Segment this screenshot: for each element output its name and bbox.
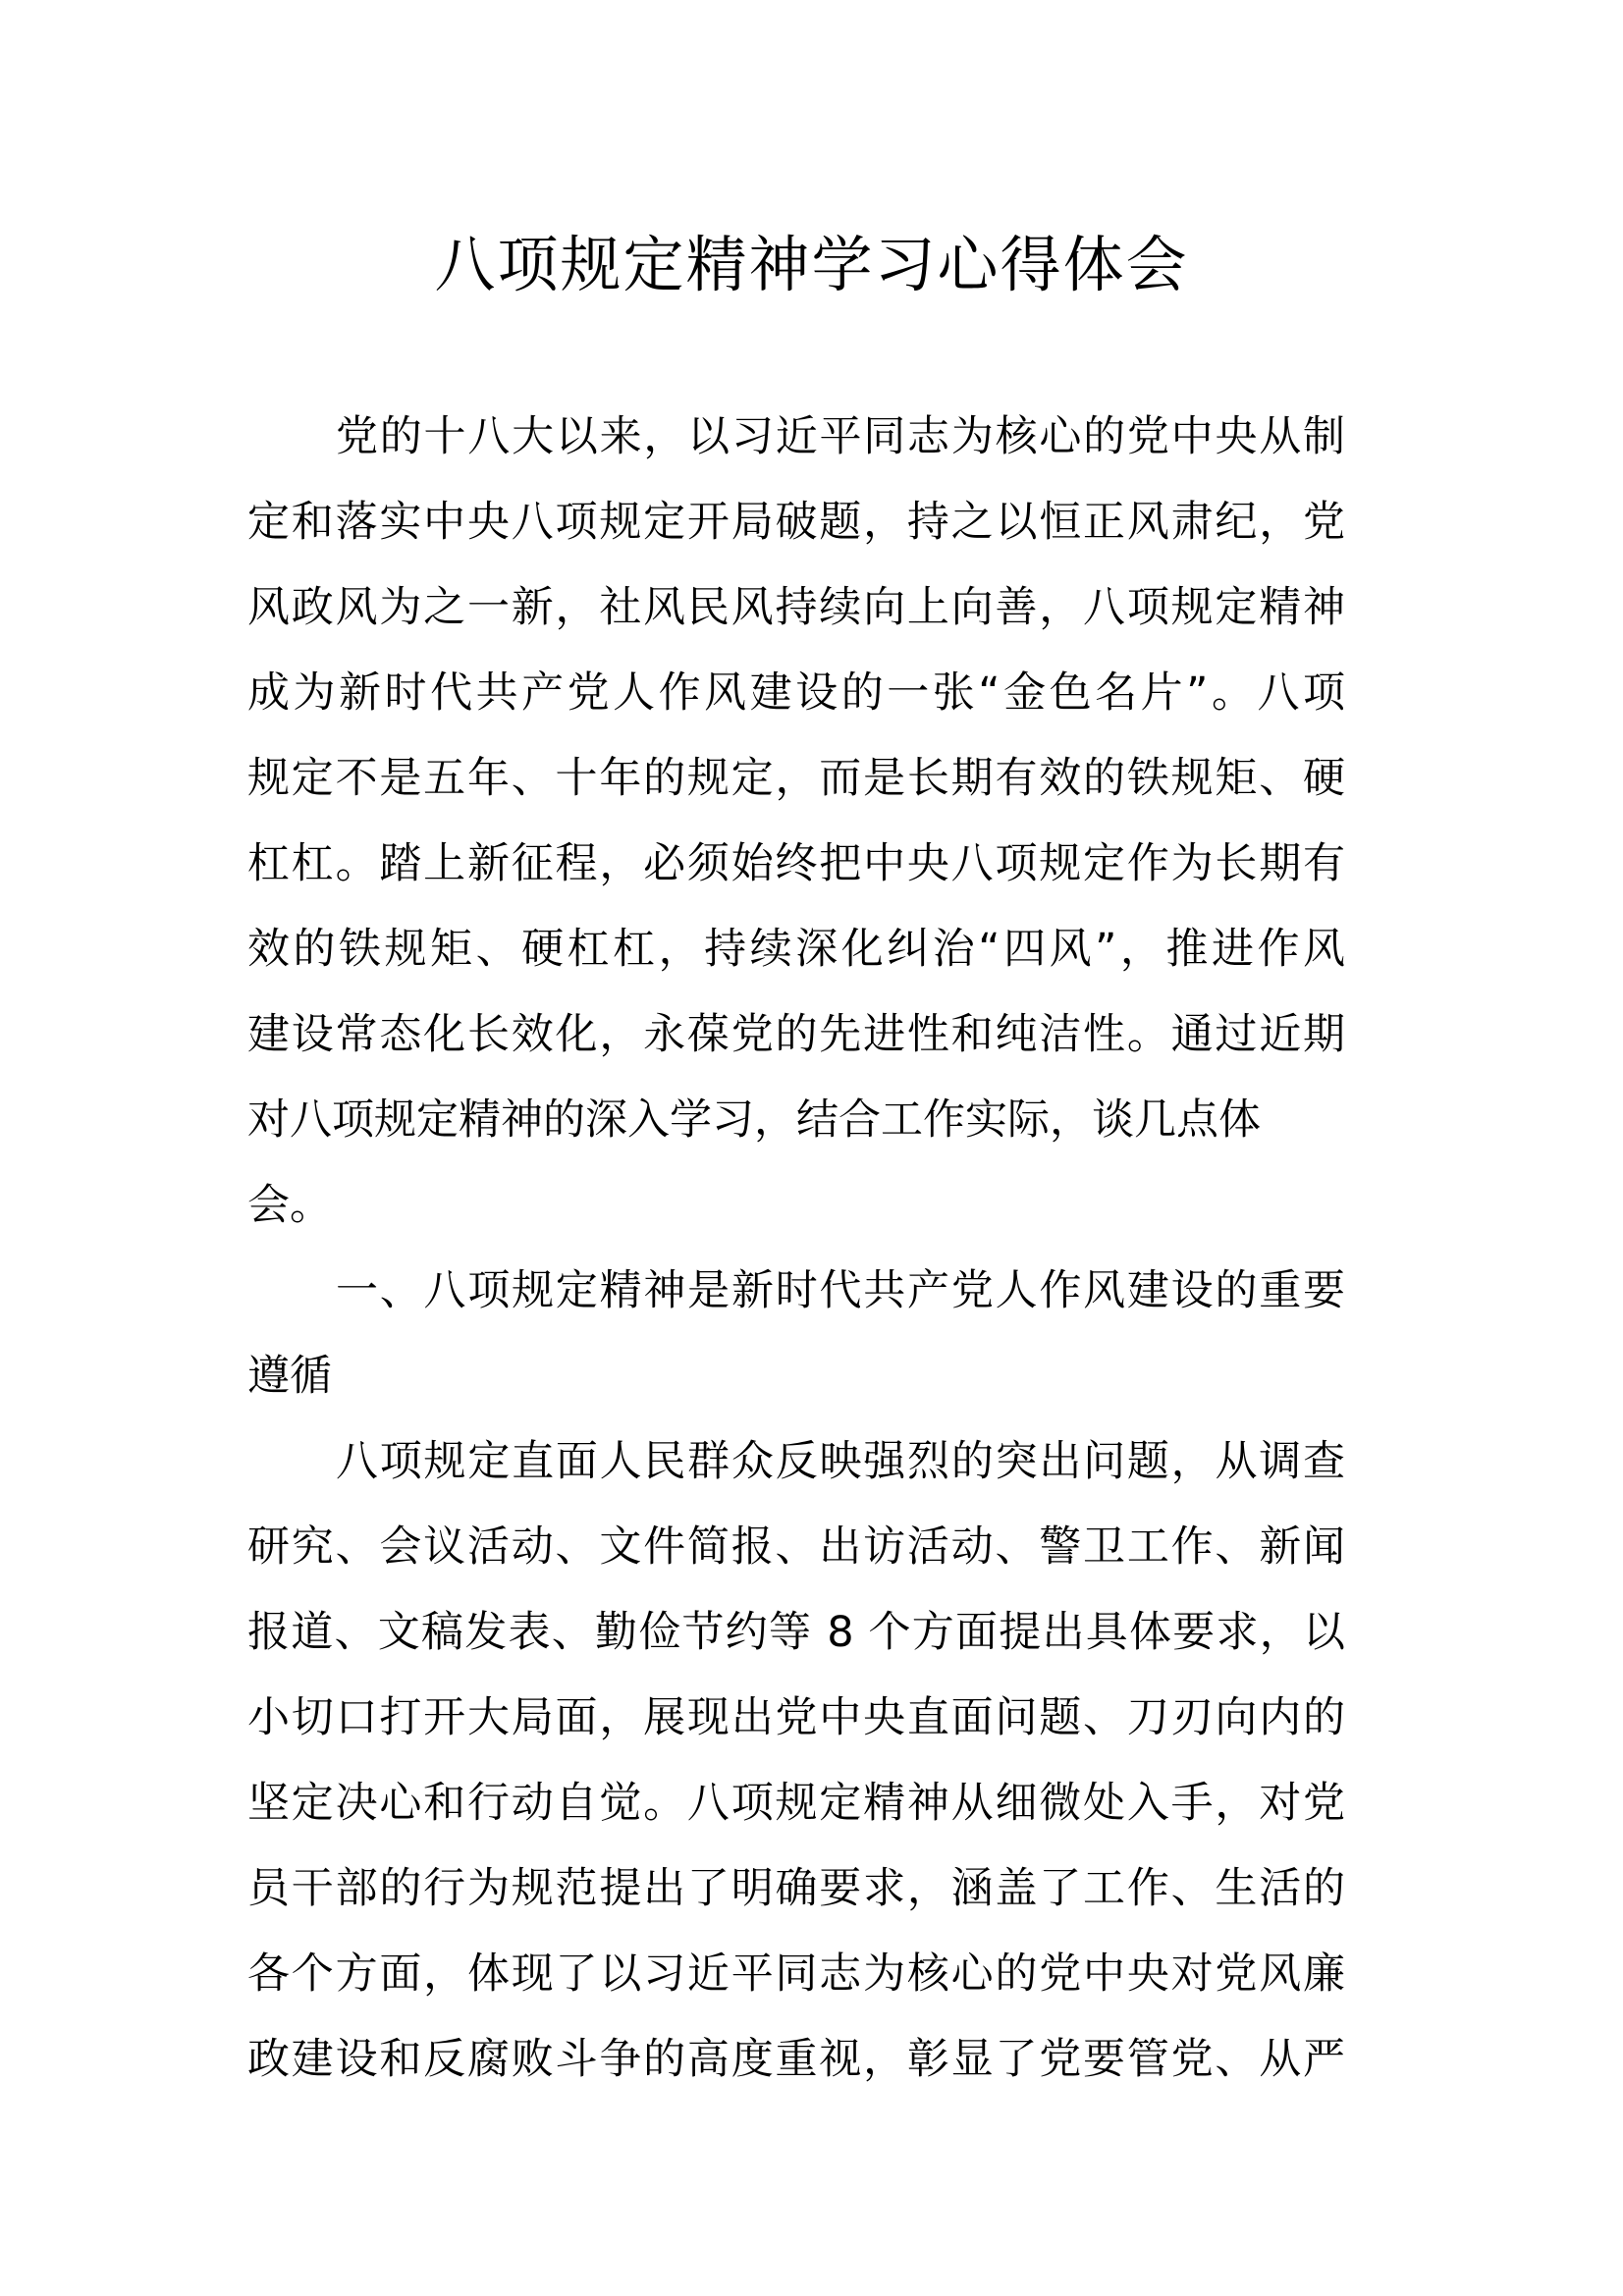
document-body — [247, 395, 1345, 2103]
text-line: 规定不是五年、十年的规定，而是长期有效的铁规矩、硬 — [247, 754, 1345, 803]
document-title: 八项规定精神学习心得体会 — [434, 229, 1189, 300]
text-line: 报道、文稿发表、勤俭节约等 8 个方面提出具体要求，以 — [247, 1608, 1345, 1657]
text-line: 定和落实中央八项规定开局破题，持之以恒正风肃纪，党 — [247, 498, 1345, 547]
text-line: 员干部的行为规范提出了明确要求，涵盖了工作、生活的 — [247, 1864, 1345, 1913]
text-line: 风政风为之一新，社风民风持续向上向善，八项规定精神 — [247, 583, 1345, 632]
text-line: 政建设和反腐败斗争的高度重视，彰显了党要管党、从严 — [247, 2035, 1345, 2084]
text-line: 效的铁规矩、硬杠杠，持续深化纠治“四风”，推进作风 — [247, 925, 1345, 974]
section-heading-1 — [247, 1249, 1345, 1419]
text-line: 各个方面，体现了以习近平同志为核心的党中央对党风廉 — [247, 1949, 1345, 1999]
text-line: 建设常态化长效化，永葆党的先进性和纯洁性。通过近期 — [247, 1010, 1345, 1059]
text-line: 坚定决心和行动自觉。八项规定精神从细微处入手，对党 — [247, 1779, 1345, 1828]
text-line: 对八项规定精神的深入学习，结合工作实际，谈几点体 — [247, 1095, 1261, 1145]
paragraph-intro — [247, 395, 1345, 1249]
text-line: 党的十八大以来，以习近平同志为核心的党中央从制 — [336, 412, 1345, 461]
text-line: 小切口打开大局面，展现出党中央直面问题、刀刃向内的 — [247, 1693, 1345, 1742]
heading-line: 遵循 — [247, 1352, 332, 1401]
text-line: 八项规定直面人民群众反映强烈的突出问题，从调查 — [336, 1437, 1345, 1486]
paragraph-section-1 — [247, 1419, 1345, 2103]
text-line: 研究、会议活动、文件简报、出访活动、警卫工作、新闻 — [247, 1522, 1345, 1572]
text-line: 会。 — [247, 1181, 332, 1230]
text-line: 杠杠。踏上新征程，必须始终把中央八项规定作为长期有 — [247, 839, 1345, 888]
text-line: 成为新时代共产党人作风建设的一张“金色名片”。八项 — [247, 668, 1345, 718]
heading-line: 一、八项规定精神是新时代共产党人作风建设的重要 — [336, 1266, 1345, 1315]
